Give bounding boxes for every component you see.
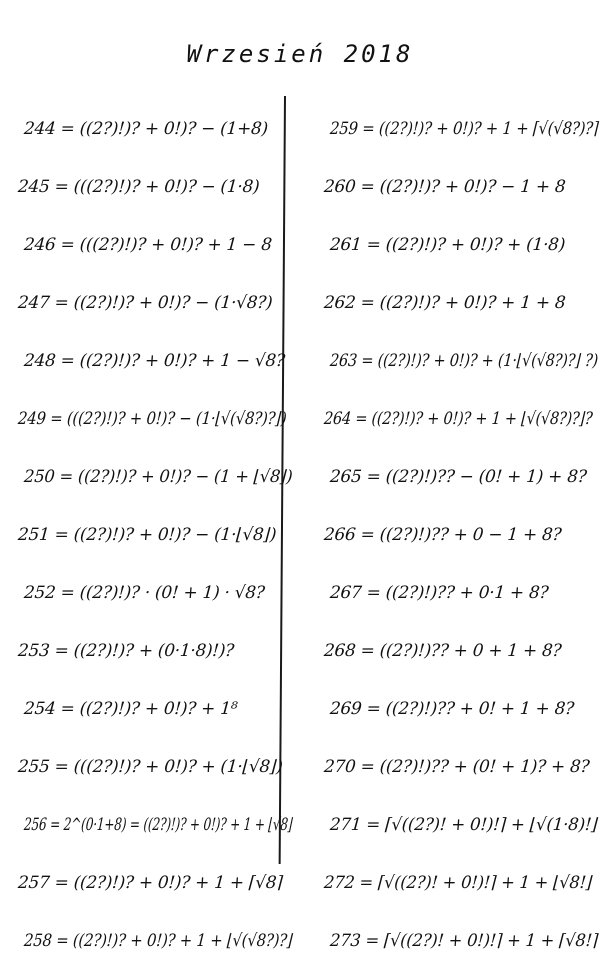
equation-row xyxy=(14,912,294,970)
equation-row xyxy=(322,738,592,796)
equation-row xyxy=(14,332,284,390)
equation-text: 250 = ((2?)!)? + 0!)? − (1 + ⌊√8⌋) xyxy=(23,467,294,487)
equation-text: 258 = ((2?)!)? + 0!)? + 1 + ⌊√(√8?)?⌋ xyxy=(23,931,294,951)
equation-text: 271 = ⌈√((2?)! + 0!)!⌉ + ⌊√(1·8)!⌋ xyxy=(329,815,599,835)
equation-row xyxy=(322,680,592,738)
equation-text: 262 = ((2?)!)? + 0!)? + 1 + 8 xyxy=(323,293,567,313)
equation-text: 251 = ((2?)!)? + 0!)? − (1·⌊√8⌋) xyxy=(17,525,277,545)
equation-row xyxy=(322,796,599,854)
equation-text: 268 = ((2?)!)?? + 0 + 1 + 8? xyxy=(323,641,563,661)
equation-text: 247 = ((2?)!)? + 0!)? − (1·√8?) xyxy=(17,293,274,313)
equation-row xyxy=(322,158,592,216)
equation-row xyxy=(322,390,592,448)
equation-text: 257 = ((2?)!)? + 0!)? + 1 + ⌈√8⌉ xyxy=(17,873,284,893)
equation-text: 264 = ((2?)!)? + 0!)? + 1 + ⌊√(√8?)?⌋? xyxy=(323,409,594,429)
equation-text: 256 = 2^(0·1+8) = ((2?)!)? + 0!)? + 1 + ⌊√8⌋ xyxy=(23,815,294,835)
equation-text: 267 = ((2?)!)?? + 0·1 + 8? xyxy=(329,583,549,603)
equation-row xyxy=(14,274,284,332)
equation-text: 260 = ((2?)!)? + 0!)? − 1 + 8 xyxy=(323,177,567,197)
equation-text: 254 = ((2?)!)? + 0!)? + 1⁸ xyxy=(23,699,238,719)
equation-text: 259 = ((2?)!)? + 0!)? + 1 + ⌈√(√8?)?⌉ xyxy=(329,119,600,139)
equation-row xyxy=(322,332,599,390)
equation-row xyxy=(322,622,592,680)
equation-row xyxy=(14,796,294,854)
equation-row xyxy=(322,448,592,506)
equation-row xyxy=(14,738,284,796)
equation-row xyxy=(14,448,294,506)
equation-text: 252 = ((2?)!)? · (0! + 1) · √8? xyxy=(23,583,266,603)
equation-row xyxy=(14,390,288,448)
equation-text: 261 = ((2?)!)? + 0!)? + (1·8) xyxy=(329,235,566,255)
left-column xyxy=(14,100,294,970)
equation-row xyxy=(14,854,284,912)
equation-text: 269 = ((2?)!)?? + 0! + 1 + 8? xyxy=(329,699,575,719)
equation-row xyxy=(322,216,592,274)
equation-row xyxy=(14,680,284,738)
equation-row xyxy=(322,912,599,970)
equation-row xyxy=(14,564,284,622)
equation-text: 263 = ((2?)!)? + 0!)? + (1·⌊√(√8?)?⌋ ?) xyxy=(329,351,599,371)
equation-row xyxy=(14,622,284,680)
page-title: Wrzesień 2018 xyxy=(186,40,414,68)
equation-text: 270 = ((2?)!)?? + (0! + 1)? + 8? xyxy=(323,757,591,777)
equation-row xyxy=(14,506,284,564)
equation-text: 265 = ((2?)!)?? − (0! + 1) + 8? xyxy=(329,467,588,487)
equation-text: 272 = ⌈√((2?)! + 0!)!⌉ + 1 + ⌊√8!⌋ xyxy=(323,873,593,893)
equation-text: 273 = ⌈√((2?)! + 0!)!⌉ + 1 + ⌈√8!⌉ xyxy=(329,931,599,951)
equation-row xyxy=(14,100,284,158)
equation-text: 245 = (((2?)!)? + 0!)? − (1·8) xyxy=(17,177,261,197)
equation-text: 249 = (((2?)!)? + 0!)? − (1·⌊√(√8?)?⌋) xyxy=(17,409,288,429)
right-column xyxy=(322,100,600,970)
equation-text: 244 = ((2?)!)? + 0!)? − (1+8) xyxy=(23,119,269,139)
equation-row xyxy=(14,216,284,274)
equation-text: 255 = (((2?)!)? + 0!)? + (1·⌊√8⌋) xyxy=(17,757,284,777)
equation-text: 248 = ((2?)!)? + 0!)? + 1 − √8? xyxy=(23,351,286,371)
equation-row xyxy=(322,854,592,912)
equation-text: 246 = (((2?)!)? + 0!)? + 1 − 8 xyxy=(23,235,273,255)
equation-text: 266 = ((2?)!)?? + 0 − 1 + 8? xyxy=(323,525,563,545)
equation-text: 253 = ((2?)!)? + (0·1·8)!)? xyxy=(17,641,235,661)
equation-row xyxy=(322,274,592,332)
equation-row xyxy=(14,158,284,216)
equation-row xyxy=(322,506,592,564)
equation-row xyxy=(322,100,600,158)
equation-row xyxy=(322,564,592,622)
